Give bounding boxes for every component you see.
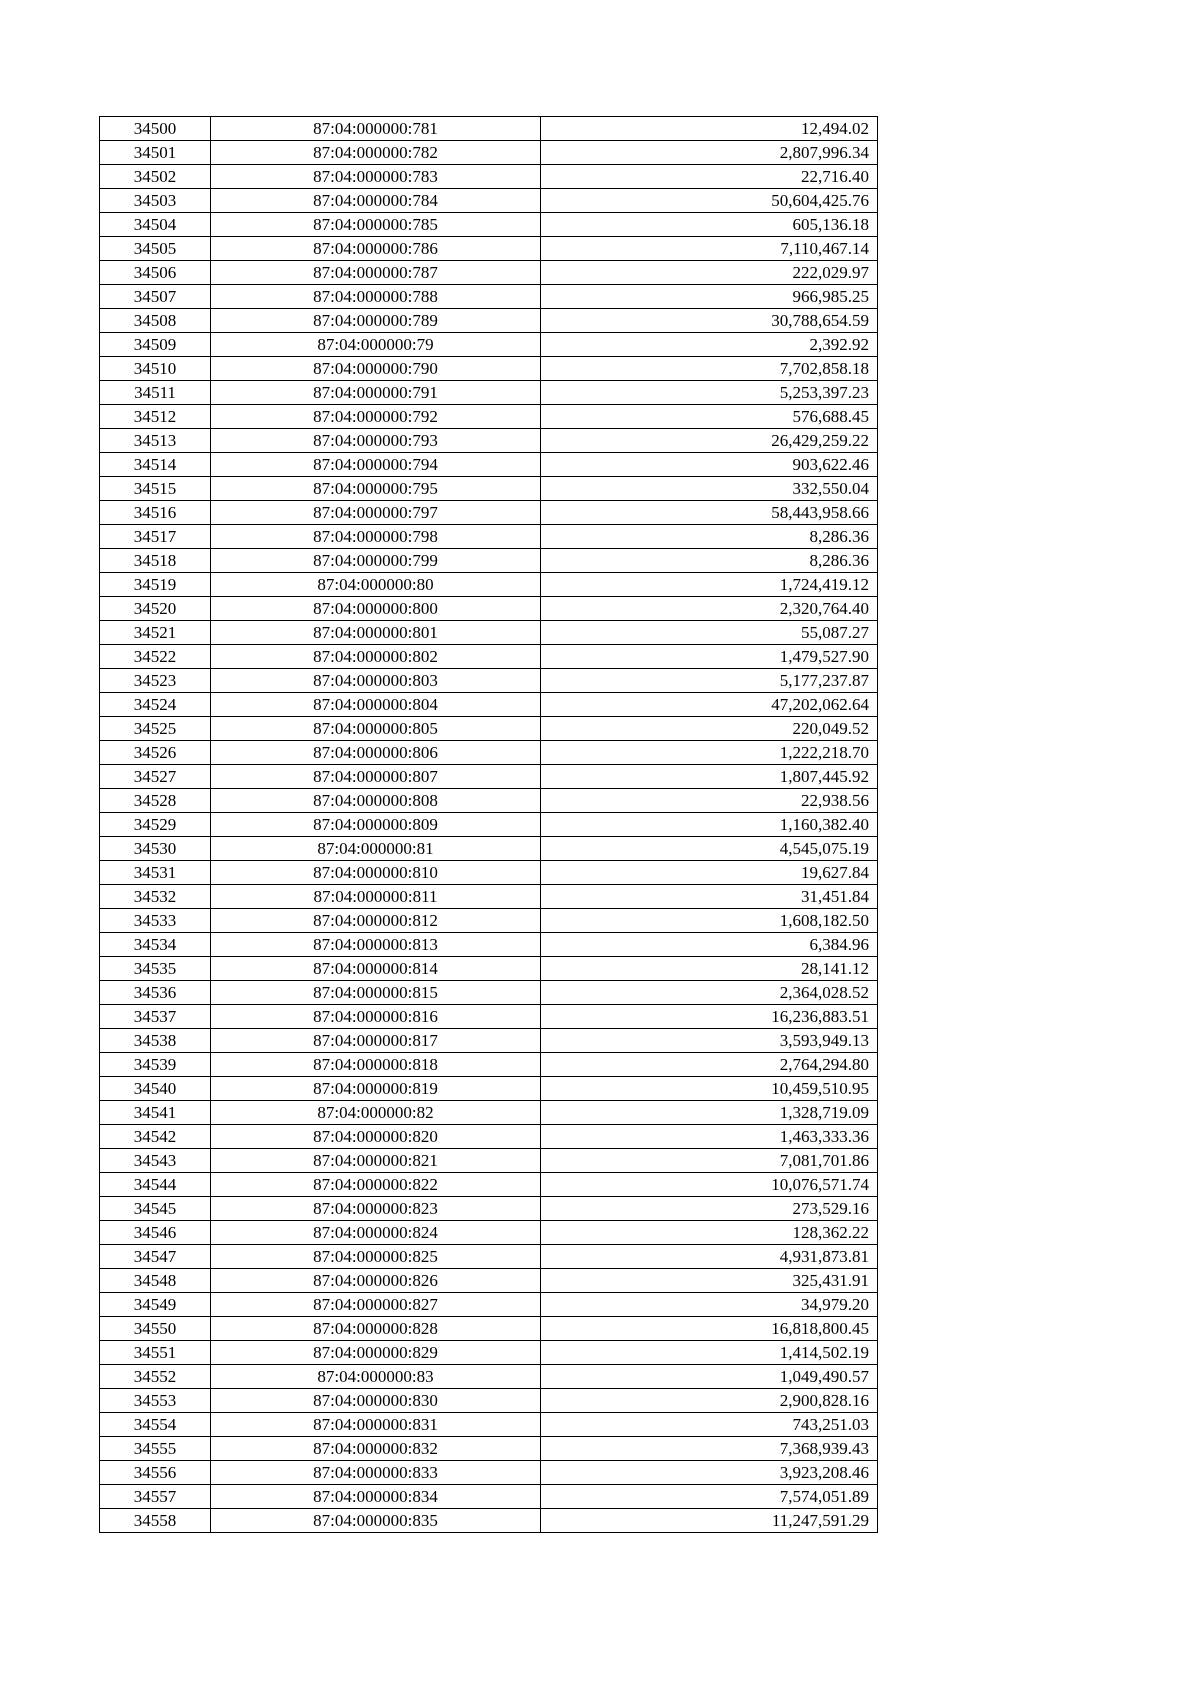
table-row	[100, 1293, 878, 1317]
value-cell: 34,979.20	[541, 1293, 878, 1317]
table-row	[100, 1029, 878, 1053]
table-row	[100, 357, 878, 381]
value-cell: 966,985.25	[541, 285, 878, 309]
table-row	[100, 693, 878, 717]
cadastral-number-cell: 87:04:000000:798	[211, 525, 541, 549]
cadastral-number-cell: 87:04:000000:787	[211, 261, 541, 285]
cadastral-number-cell: 87:04:000000:824	[211, 1221, 541, 1245]
value-cell: 11,247,591.29	[541, 1509, 878, 1533]
value-cell: 6,384.96	[541, 933, 878, 957]
row-number-cell: 34557	[100, 1485, 211, 1509]
row-number-cell: 34526	[100, 741, 211, 765]
table-row	[100, 1053, 878, 1077]
row-number-cell: 34513	[100, 429, 211, 453]
row-number-cell: 34516	[100, 501, 211, 525]
cadastral-number-cell: 87:04:000000:801	[211, 621, 541, 645]
table-row	[100, 669, 878, 693]
table-row	[100, 237, 878, 261]
cadastral-number-cell: 87:04:000000:821	[211, 1149, 541, 1173]
table-row	[100, 621, 878, 645]
cadastral-number-cell: 87:04:000000:803	[211, 669, 541, 693]
value-cell: 7,574,051.89	[541, 1485, 878, 1509]
cadastral-number-cell: 87:04:000000:81	[211, 837, 541, 861]
table-row	[100, 909, 878, 933]
cadastral-number-cell: 87:04:000000:807	[211, 765, 541, 789]
cadastral-number-cell: 87:04:000000:791	[211, 381, 541, 405]
table-row	[100, 285, 878, 309]
value-cell: 26,429,259.22	[541, 429, 878, 453]
cadastral-number-cell: 87:04:000000:805	[211, 717, 541, 741]
cadastral-number-cell: 87:04:000000:812	[211, 909, 541, 933]
value-cell: 1,479,527.90	[541, 645, 878, 669]
cadastral-number-cell: 87:04:000000:79	[211, 333, 541, 357]
table-row	[100, 1245, 878, 1269]
cadastral-number-cell: 87:04:000000:795	[211, 477, 541, 501]
row-number-cell: 34507	[100, 285, 211, 309]
row-number-cell: 34522	[100, 645, 211, 669]
table-row	[100, 333, 878, 357]
value-cell: 1,160,382.40	[541, 813, 878, 837]
cadastral-number-cell: 87:04:000000:788	[211, 285, 541, 309]
value-cell: 10,459,510.95	[541, 1077, 878, 1101]
cadastral-number-cell: 87:04:000000:818	[211, 1053, 541, 1077]
table-row	[100, 1413, 878, 1437]
value-cell: 332,550.04	[541, 477, 878, 501]
row-number-cell: 34502	[100, 165, 211, 189]
table-row	[100, 309, 878, 333]
cadastral-number-cell: 87:04:000000:786	[211, 237, 541, 261]
row-number-cell: 34525	[100, 717, 211, 741]
table-row	[100, 1149, 878, 1173]
row-number-cell: 34512	[100, 405, 211, 429]
value-cell: 12,494.02	[541, 117, 878, 141]
table-row	[100, 1125, 878, 1149]
table-row	[100, 165, 878, 189]
value-cell: 4,931,873.81	[541, 1245, 878, 1269]
row-number-cell: 34546	[100, 1221, 211, 1245]
cadastral-number-cell: 87:04:000000:826	[211, 1269, 541, 1293]
table-row	[100, 549, 878, 573]
row-number-cell: 34554	[100, 1413, 211, 1437]
table-row	[100, 717, 878, 741]
table-row	[100, 1317, 878, 1341]
row-number-cell: 34510	[100, 357, 211, 381]
row-number-cell: 34551	[100, 1341, 211, 1365]
cadastral-number-cell: 87:04:000000:82	[211, 1101, 541, 1125]
row-number-cell: 34555	[100, 1437, 211, 1461]
row-number-cell: 34521	[100, 621, 211, 645]
table-row	[100, 813, 878, 837]
value-cell: 7,368,939.43	[541, 1437, 878, 1461]
value-cell: 3,923,208.46	[541, 1461, 878, 1485]
cadastral-number-cell: 87:04:000000:823	[211, 1197, 541, 1221]
value-cell: 22,938.56	[541, 789, 878, 813]
row-number-cell: 34501	[100, 141, 211, 165]
row-number-cell: 34505	[100, 237, 211, 261]
row-number-cell: 34534	[100, 933, 211, 957]
row-number-cell: 34535	[100, 957, 211, 981]
value-cell: 28,141.12	[541, 957, 878, 981]
value-cell: 55,087.27	[541, 621, 878, 645]
value-cell: 22,716.40	[541, 165, 878, 189]
value-cell: 743,251.03	[541, 1413, 878, 1437]
row-number-cell: 34533	[100, 909, 211, 933]
cadastre-value-table	[99, 116, 878, 1533]
value-cell: 576,688.45	[541, 405, 878, 429]
cadastral-number-cell: 87:04:000000:827	[211, 1293, 541, 1317]
row-number-cell: 34527	[100, 765, 211, 789]
value-cell: 8,286.36	[541, 525, 878, 549]
row-number-cell: 34528	[100, 789, 211, 813]
value-cell: 1,724,419.12	[541, 573, 878, 597]
value-cell: 903,622.46	[541, 453, 878, 477]
row-number-cell: 34540	[100, 1077, 211, 1101]
cadastral-number-cell: 87:04:000000:835	[211, 1509, 541, 1533]
value-cell: 47,202,062.64	[541, 693, 878, 717]
cadastral-number-cell: 87:04:000000:793	[211, 429, 541, 453]
table-row	[100, 1485, 878, 1509]
table-row	[100, 189, 878, 213]
row-number-cell: 34542	[100, 1125, 211, 1149]
cadastral-number-cell: 87:04:000000:784	[211, 189, 541, 213]
table-row	[100, 933, 878, 957]
row-number-cell: 34536	[100, 981, 211, 1005]
cadastral-number-cell: 87:04:000000:808	[211, 789, 541, 813]
value-cell: 2,364,028.52	[541, 981, 878, 1005]
cadastral-number-cell: 87:04:000000:782	[211, 141, 541, 165]
value-cell: 50,604,425.76	[541, 189, 878, 213]
table-row	[100, 1509, 878, 1533]
value-cell: 1,222,218.70	[541, 741, 878, 765]
row-number-cell: 34515	[100, 477, 211, 501]
value-cell: 220,049.52	[541, 717, 878, 741]
cadastral-number-cell: 87:04:000000:804	[211, 693, 541, 717]
cadastral-number-cell: 87:04:000000:820	[211, 1125, 541, 1149]
value-cell: 10,076,571.74	[541, 1173, 878, 1197]
value-cell: 31,451.84	[541, 885, 878, 909]
cadastral-number-cell: 87:04:000000:810	[211, 861, 541, 885]
value-cell: 1,608,182.50	[541, 909, 878, 933]
cadastral-number-cell: 87:04:000000:80	[211, 573, 541, 597]
row-number-cell: 34511	[100, 381, 211, 405]
row-number-cell: 34537	[100, 1005, 211, 1029]
table-row	[100, 117, 878, 141]
table-row	[100, 1365, 878, 1389]
row-number-cell: 34530	[100, 837, 211, 861]
row-number-cell: 34531	[100, 861, 211, 885]
row-number-cell: 34532	[100, 885, 211, 909]
table-body	[100, 117, 878, 1533]
row-number-cell: 34517	[100, 525, 211, 549]
table-row	[100, 861, 878, 885]
cadastral-number-cell: 87:04:000000:817	[211, 1029, 541, 1053]
row-number-cell: 34556	[100, 1461, 211, 1485]
table-row	[100, 1389, 878, 1413]
table-row	[100, 981, 878, 1005]
table-row	[100, 1269, 878, 1293]
value-cell: 5,177,237.87	[541, 669, 878, 693]
value-cell: 605,136.18	[541, 213, 878, 237]
table-row	[100, 1101, 878, 1125]
table-row	[100, 957, 878, 981]
table-row	[100, 837, 878, 861]
row-number-cell: 34524	[100, 693, 211, 717]
table-row	[100, 1197, 878, 1221]
row-number-cell: 34509	[100, 333, 211, 357]
value-cell: 8,286.36	[541, 549, 878, 573]
value-cell: 1,463,333.36	[541, 1125, 878, 1149]
row-number-cell: 34539	[100, 1053, 211, 1077]
value-cell: 16,818,800.45	[541, 1317, 878, 1341]
cadastral-number-cell: 87:04:000000:83	[211, 1365, 541, 1389]
cadastral-number-cell: 87:04:000000:789	[211, 309, 541, 333]
table-row	[100, 885, 878, 909]
row-number-cell: 34548	[100, 1269, 211, 1293]
table-row	[100, 213, 878, 237]
value-cell: 1,049,490.57	[541, 1365, 878, 1389]
table-row	[100, 789, 878, 813]
cadastral-number-cell: 87:04:000000:785	[211, 213, 541, 237]
value-cell: 16,236,883.51	[541, 1005, 878, 1029]
row-number-cell: 34506	[100, 261, 211, 285]
table-row	[100, 525, 878, 549]
cadastral-number-cell: 87:04:000000:792	[211, 405, 541, 429]
value-cell: 19,627.84	[541, 861, 878, 885]
cadastral-number-cell: 87:04:000000:806	[211, 741, 541, 765]
cadastral-number-cell: 87:04:000000:813	[211, 933, 541, 957]
table-row	[100, 1173, 878, 1197]
row-number-cell: 34545	[100, 1197, 211, 1221]
value-cell: 58,443,958.66	[541, 501, 878, 525]
value-cell: 1,328,719.09	[541, 1101, 878, 1125]
value-cell: 7,081,701.86	[541, 1149, 878, 1173]
cadastral-number-cell: 87:04:000000:819	[211, 1077, 541, 1101]
row-number-cell: 34529	[100, 813, 211, 837]
row-number-cell: 34549	[100, 1293, 211, 1317]
table-row	[100, 381, 878, 405]
cadastral-number-cell: 87:04:000000:814	[211, 957, 541, 981]
cadastral-number-cell: 87:04:000000:831	[211, 1413, 541, 1437]
row-number-cell: 34550	[100, 1317, 211, 1341]
row-number-cell: 34552	[100, 1365, 211, 1389]
row-number-cell: 34504	[100, 213, 211, 237]
table-row	[100, 261, 878, 285]
table-row	[100, 765, 878, 789]
table-row	[100, 1077, 878, 1101]
table-row	[100, 405, 878, 429]
cadastral-number-cell: 87:04:000000:800	[211, 597, 541, 621]
cadastral-number-cell: 87:04:000000:834	[211, 1485, 541, 1509]
cadastral-number-cell: 87:04:000000:828	[211, 1317, 541, 1341]
table-row	[100, 453, 878, 477]
value-cell: 3,593,949.13	[541, 1029, 878, 1053]
table-row	[100, 741, 878, 765]
table-row	[100, 645, 878, 669]
value-cell: 5,253,397.23	[541, 381, 878, 405]
table-row	[100, 1341, 878, 1365]
table-row	[100, 477, 878, 501]
table-row	[100, 429, 878, 453]
value-cell: 2,392.92	[541, 333, 878, 357]
cadastral-number-cell: 87:04:000000:794	[211, 453, 541, 477]
value-cell: 7,110,467.14	[541, 237, 878, 261]
value-cell: 2,320,764.40	[541, 597, 878, 621]
value-cell: 4,545,075.19	[541, 837, 878, 861]
table-row	[100, 1221, 878, 1245]
row-number-cell: 34514	[100, 453, 211, 477]
row-number-cell: 34519	[100, 573, 211, 597]
cadastral-number-cell: 87:04:000000:797	[211, 501, 541, 525]
cadastral-number-cell: 87:04:000000:830	[211, 1389, 541, 1413]
cadastral-number-cell: 87:04:000000:829	[211, 1341, 541, 1365]
cadastral-number-cell: 87:04:000000:809	[211, 813, 541, 837]
value-cell: 2,900,828.16	[541, 1389, 878, 1413]
value-cell: 222,029.97	[541, 261, 878, 285]
cadastral-number-cell: 87:04:000000:822	[211, 1173, 541, 1197]
row-number-cell: 34558	[100, 1509, 211, 1533]
row-number-cell: 34500	[100, 117, 211, 141]
row-number-cell: 34503	[100, 189, 211, 213]
value-cell: 30,788,654.59	[541, 309, 878, 333]
table-row	[100, 141, 878, 165]
table-row	[100, 1461, 878, 1485]
table-row	[100, 1437, 878, 1461]
row-number-cell: 34544	[100, 1173, 211, 1197]
row-number-cell: 34538	[100, 1029, 211, 1053]
value-cell: 2,807,996.34	[541, 141, 878, 165]
value-cell: 325,431.91	[541, 1269, 878, 1293]
cadastral-number-cell: 87:04:000000:802	[211, 645, 541, 669]
cadastral-number-cell: 87:04:000000:825	[211, 1245, 541, 1269]
cadastral-number-cell: 87:04:000000:811	[211, 885, 541, 909]
value-cell: 7,702,858.18	[541, 357, 878, 381]
cadastral-number-cell: 87:04:000000:816	[211, 1005, 541, 1029]
table-row	[100, 501, 878, 525]
value-cell: 1,414,502.19	[541, 1341, 878, 1365]
table-row	[100, 1005, 878, 1029]
cadastral-number-cell: 87:04:000000:781	[211, 117, 541, 141]
row-number-cell: 34541	[100, 1101, 211, 1125]
row-number-cell: 34543	[100, 1149, 211, 1173]
row-number-cell: 34523	[100, 669, 211, 693]
value-cell: 2,764,294.80	[541, 1053, 878, 1077]
cadastral-number-cell: 87:04:000000:790	[211, 357, 541, 381]
table-row	[100, 573, 878, 597]
cadastral-number-cell: 87:04:000000:815	[211, 981, 541, 1005]
cadastral-number-cell: 87:04:000000:832	[211, 1437, 541, 1461]
row-number-cell: 34520	[100, 597, 211, 621]
cadastral-number-cell: 87:04:000000:799	[211, 549, 541, 573]
row-number-cell: 34547	[100, 1245, 211, 1269]
value-cell: 273,529.16	[541, 1197, 878, 1221]
row-number-cell: 34508	[100, 309, 211, 333]
row-number-cell: 34518	[100, 549, 211, 573]
value-cell: 1,807,445.92	[541, 765, 878, 789]
cadastral-number-cell: 87:04:000000:833	[211, 1461, 541, 1485]
cadastral-number-cell: 87:04:000000:783	[211, 165, 541, 189]
table-row	[100, 597, 878, 621]
row-number-cell: 34553	[100, 1389, 211, 1413]
value-cell: 128,362.22	[541, 1221, 878, 1245]
